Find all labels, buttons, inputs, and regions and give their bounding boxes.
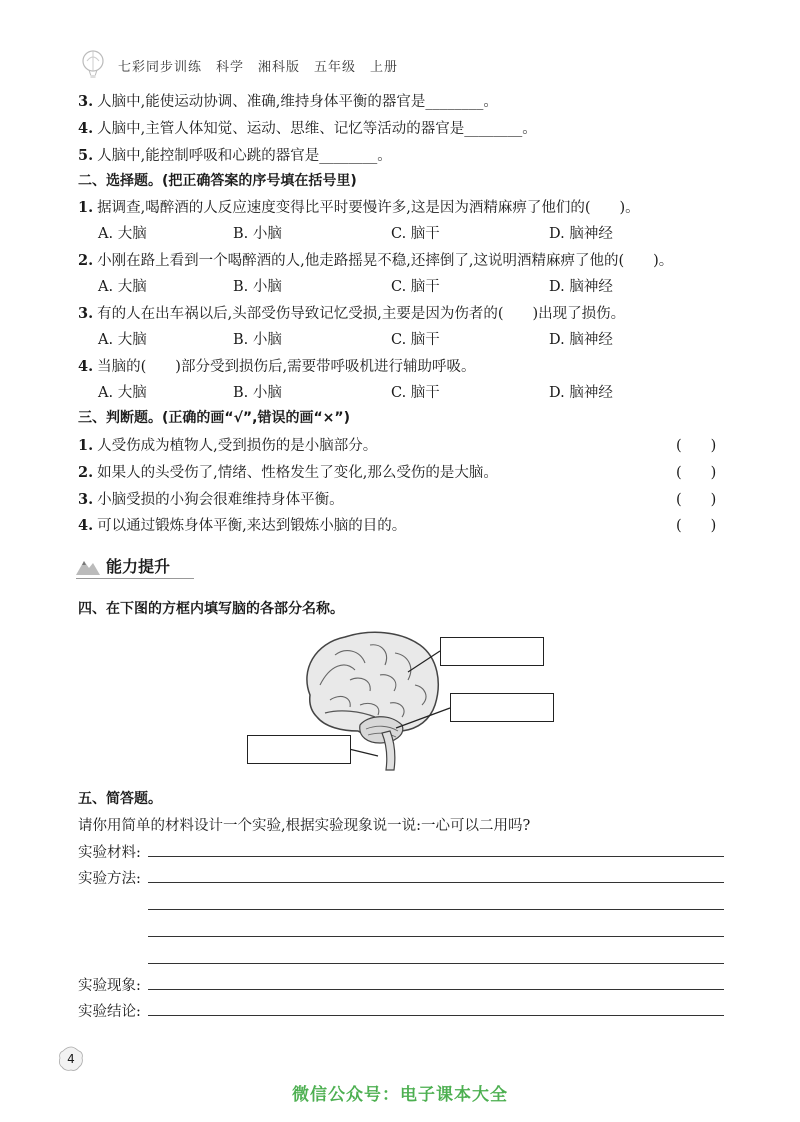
judge-answer-blank[interactable]: ( ) [676,438,717,454]
judge-item: 4. 可以通过锻炼身体平衡,来达到锻炼小脑的目的。 [78,517,407,534]
option-b: B. 小脑 [233,332,282,348]
section-5-prompt: 请你用简单的材料设计一个实验,根据实验现象说一说:一心可以二用吗? [78,818,531,834]
answer-line[interactable] [148,909,724,910]
option-d: D. 脑神经 [549,279,613,295]
judge-answer-blank[interactable]: ( ) [676,518,717,534]
ability-title: 能力提升 [106,557,171,576]
option-d: D. 脑神经 [549,385,613,401]
judge-item: 2. 如果人的头受伤了,情绪、性格发生了变化,那么受伤的是大脑。 [78,464,498,481]
option-c: C. 脑干 [391,332,440,348]
option-b: B. 小脑 [233,226,282,242]
answer-line[interactable] [148,856,724,857]
choice-question: 3. 有的人在出车祸以后,头部受伤导致记忆受损,主要是因为伤者的( )出现了损伤。 [78,305,626,322]
option-c: C. 脑干 [391,226,440,242]
watermark-text: 微信公众号：电子课本大全 [292,1085,508,1105]
answer-line[interactable] [148,882,724,883]
option-d: D. 脑神经 [549,226,613,242]
label-method: 实验方法: [78,871,141,887]
choice-question: 2. 小刚在路上看到一个喝醉酒的人,他走路摇晃不稳,还摔倒了,这说明酒精麻痹了他的( )。 [78,252,674,269]
option-b: B. 小脑 [233,385,282,401]
judge-item: 3. 小脑受损的小狗会很难维持身体平衡。 [78,491,344,508]
answer-box-cerebellum[interactable] [450,693,554,722]
section-3-title: 三、判断题。(正确的画“√”,错误的画“×”) [78,410,350,426]
label-materials: 实验材料: [78,845,141,861]
choice-question: 1. 据调查,喝醉酒的人反应速度变得比平时要慢许多,这是因为酒精麻痹了他们的( )。 [78,199,640,216]
option-c: C. 脑干 [391,385,440,401]
fill-item: 3. 人脑中,能使运动协调、准确,维持身体平衡的器官是________。 [78,93,498,110]
answer-line[interactable] [148,936,724,937]
answer-line[interactable] [148,1015,724,1016]
judge-answer-blank[interactable]: ( ) [676,492,717,508]
option-a: A. 大脑 [98,279,147,295]
option-d: D. 脑神经 [549,332,613,348]
label-phenomenon: 实验现象: [78,978,141,994]
answer-box-cerebrum[interactable] [440,637,544,666]
fill-item: 4. 人脑中,主管人体知觉、运动、思维、记忆等活动的器官是________。 [78,120,537,137]
header-title: 七彩同步训练 科学 湘科版 五年级 上册 [118,59,399,75]
choice-question: 4. 当脑的( )部分受到损伤后,需要带呼吸机进行辅助呼吸。 [78,358,476,375]
page-number: 4 [67,1052,75,1066]
judge-answer-blank[interactable]: ( ) [676,465,717,481]
option-b: B. 小脑 [233,279,282,295]
option-a: A. 大脑 [98,385,147,401]
section-2-title: 二、选择题。(把正确答案的序号填在括号里) [78,173,357,189]
judge-item: 1. 人受伤成为植物人,受到损伤的是小脑部分。 [78,437,378,454]
answer-line[interactable] [148,963,724,964]
section-5-title: 五、简答题。 [78,791,162,807]
label-conclusion: 实验结论: [78,1004,141,1020]
answer-box-brainstem[interactable] [247,735,351,764]
option-c: C. 脑干 [391,279,440,295]
option-a: A. 大脑 [98,226,147,242]
option-a: A. 大脑 [98,332,147,348]
answer-line[interactable] [148,989,724,990]
section-4-title: 四、在下图的方框内填写脑的各部分名称。 [78,601,344,617]
fill-item: 5. 人脑中,能控制呼吸和心跳的器官是________。 [78,147,392,164]
